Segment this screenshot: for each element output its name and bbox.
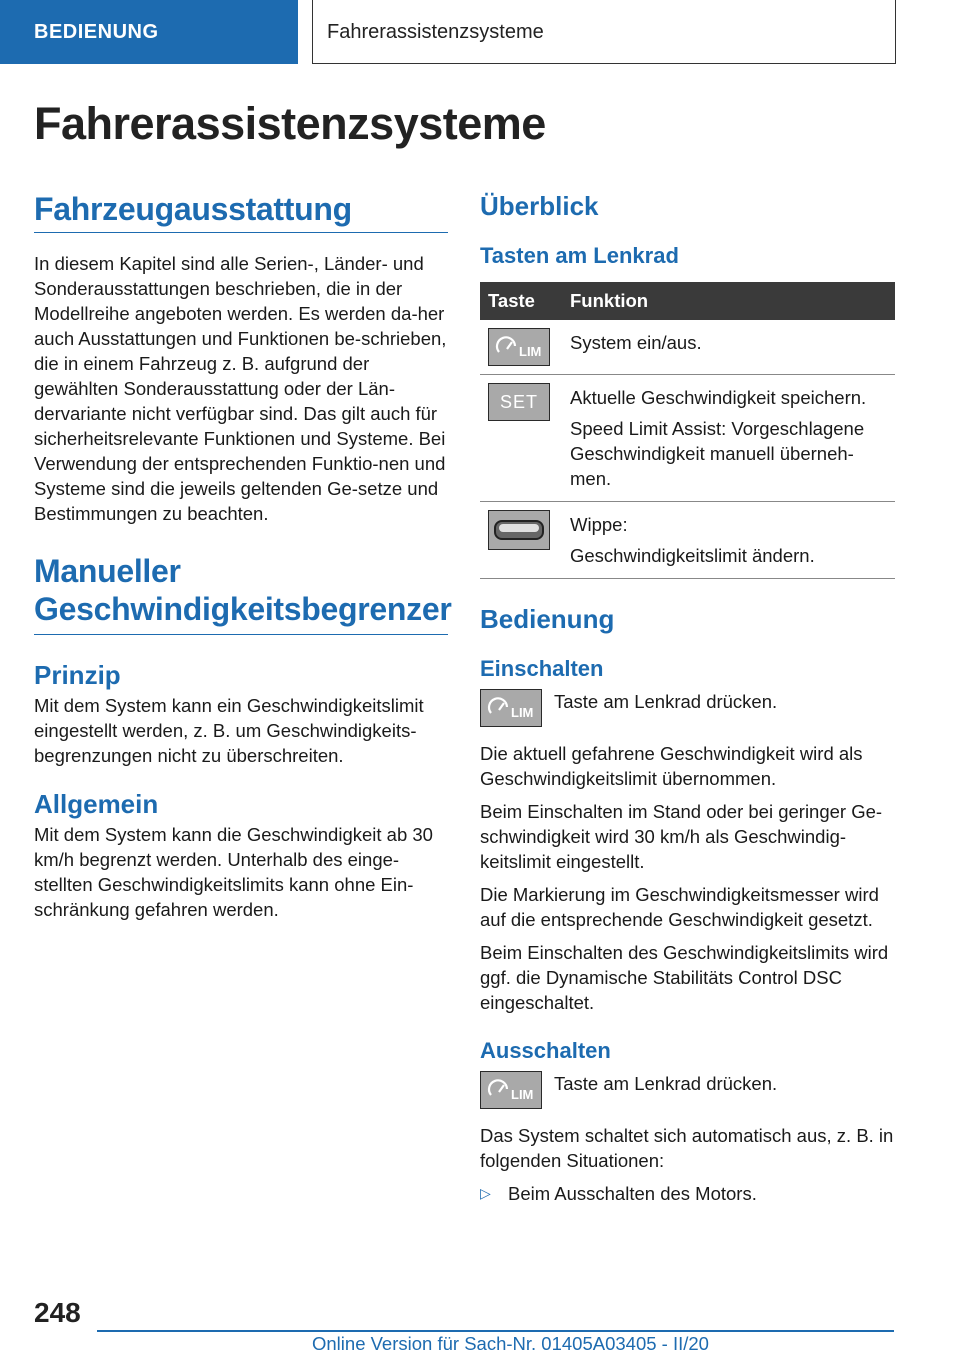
einschalten-text-1: Die aktuell gefahrene Geschwindigkeit wird als Geschwindigkeitslimit übernommen. xyxy=(480,743,863,789)
set-button-icon xyxy=(488,383,550,421)
page-header xyxy=(0,0,960,66)
heading-ueberblick: Überblick xyxy=(480,191,599,221)
heading-prinzip: Prinzip xyxy=(34,660,121,690)
einschalten-button-text: Taste am Lenkrad drücken. xyxy=(554,691,778,712)
row-function-text: Wippe: xyxy=(570,514,628,535)
lim-speedometer-icon xyxy=(483,1075,539,1105)
list-item xyxy=(480,1181,895,1206)
section-tab: BEDIENUNG xyxy=(0,0,298,64)
row-function-text: Speed Limit Assist: Vorgeschlagene Geschwindigkeit manuell überneh-men. xyxy=(570,418,865,489)
page-title: Fahrerassistenzsysteme xyxy=(34,98,546,149)
svg-text:LIM: LIM xyxy=(511,705,534,720)
lim-button-icon xyxy=(488,328,550,366)
right-column xyxy=(480,190,895,1206)
table-row xyxy=(480,320,895,375)
row-function-text: Geschwindigkeitslimit ändern. xyxy=(570,545,815,566)
lim-button-icon xyxy=(480,689,542,727)
list-item-text: Beim Ausschalten des Motors. xyxy=(508,1183,757,1204)
rocker-shape-icon xyxy=(491,514,547,546)
ausschalten-instruction xyxy=(480,1071,895,1109)
heading-einschalten: Einschalten xyxy=(480,656,604,681)
row-function-text: System ein/aus. xyxy=(570,332,702,353)
einschalten-text-4: Beim Einschalten des Geschwindigkeitslimits wird ggf. die Dynamische Stabilitäts Control DSC eingeschaltet. xyxy=(480,942,889,1013)
heading-allgemein: Allgemein xyxy=(34,789,159,819)
svg-text:LIM: LIM xyxy=(511,1087,534,1102)
einschalten-text-2: Beim Einschalten im Stand oder bei geringer Ge-schwindigkeit wird 30 km/h als Geschwindig-keitslimit eingestellt. xyxy=(480,801,883,872)
chapter-tab: Fahrerassistenzsysteme xyxy=(312,0,896,64)
page-number: 248 xyxy=(34,1297,81,1328)
svg-text:LIM: LIM xyxy=(519,344,542,359)
left-column xyxy=(34,190,452,922)
heading-fahrzeugausstattung: Fahrzeugausstattung xyxy=(34,190,448,233)
lim-speedometer-icon xyxy=(491,332,547,362)
fahrzeugausstattung-text: In diesem Kapitel sind alle Serien-, Länder- und Sonderausstattungen beschrieben, die in der Modellreihe angeboten werden. Es werden da-her auch Ausstattungen und Funktionen be-schrieben, die in einem Fahrzeug z. B. aufgrund der gewählten Sonderausstattung oder der Län-dervariante nicht verfügbar sind. Das gilt auch für sicherheitsrelevante Funktionen und Systeme. Bei Verwendung der entsprechenden Funktio-nen und Systeme sind die jeweils geltenden Ge-setze und Bestimmungen zu beachten. xyxy=(34,253,447,524)
ausschalten-text-1: Das System schaltet sich automatisch aus, z. B. in folgenden Situationen: xyxy=(480,1125,894,1171)
row-function-text: Aktuelle Geschwindigkeit speichern. xyxy=(570,387,867,408)
lim-speedometer-icon xyxy=(483,693,539,723)
table-row xyxy=(480,502,895,579)
lim-button-icon xyxy=(480,1071,542,1109)
set-label: SET xyxy=(499,391,538,412)
heading-ausschalten: Ausschalten xyxy=(480,1038,611,1063)
heading-manueller-begrenzer: Manueller Geschwindigkeitsbegrenzer xyxy=(34,552,448,635)
footer-rule xyxy=(97,1330,894,1332)
heading-bedienung: Bedienung xyxy=(480,604,615,634)
prinzip-text: Mit dem System kann ein Geschwindigkeitslimit eingestellt werden, z. B. um Geschwindigkeits-begrenzungen nicht zu überschreiten. xyxy=(34,695,424,766)
buttons-table xyxy=(480,282,895,579)
table-header-row xyxy=(480,282,895,320)
footer-version-text: Online Version für Sach-Nr. 01405A03405 - II/20 xyxy=(312,1333,709,1354)
heading-tasten-am-lenkrad: Tasten am Lenkrad xyxy=(480,243,679,268)
table-header-funktion: Funktion xyxy=(562,282,895,320)
rocker-switch-icon xyxy=(488,510,550,550)
table-header-taste: Taste xyxy=(480,282,562,320)
table-row xyxy=(480,375,895,502)
allgemein-text: Mit dem System kann die Geschwindigkeit ab 30 km/h begrenzt werden. Unterhalb des einge-stellten Geschwindigkeitslimits kann ohne Ein-schränkung gefahren werden. xyxy=(34,824,433,920)
ausschalten-button-text: Taste am Lenkrad drücken. xyxy=(554,1073,778,1094)
bullet-triangle-icon: ▷ xyxy=(480,1185,491,1201)
einschalten-instruction xyxy=(480,689,895,727)
einschalten-text-3: Die Markierung im Geschwindigkeitsmesser wird auf die entsprechende Geschwindigkeit gesetzt. xyxy=(480,884,879,930)
